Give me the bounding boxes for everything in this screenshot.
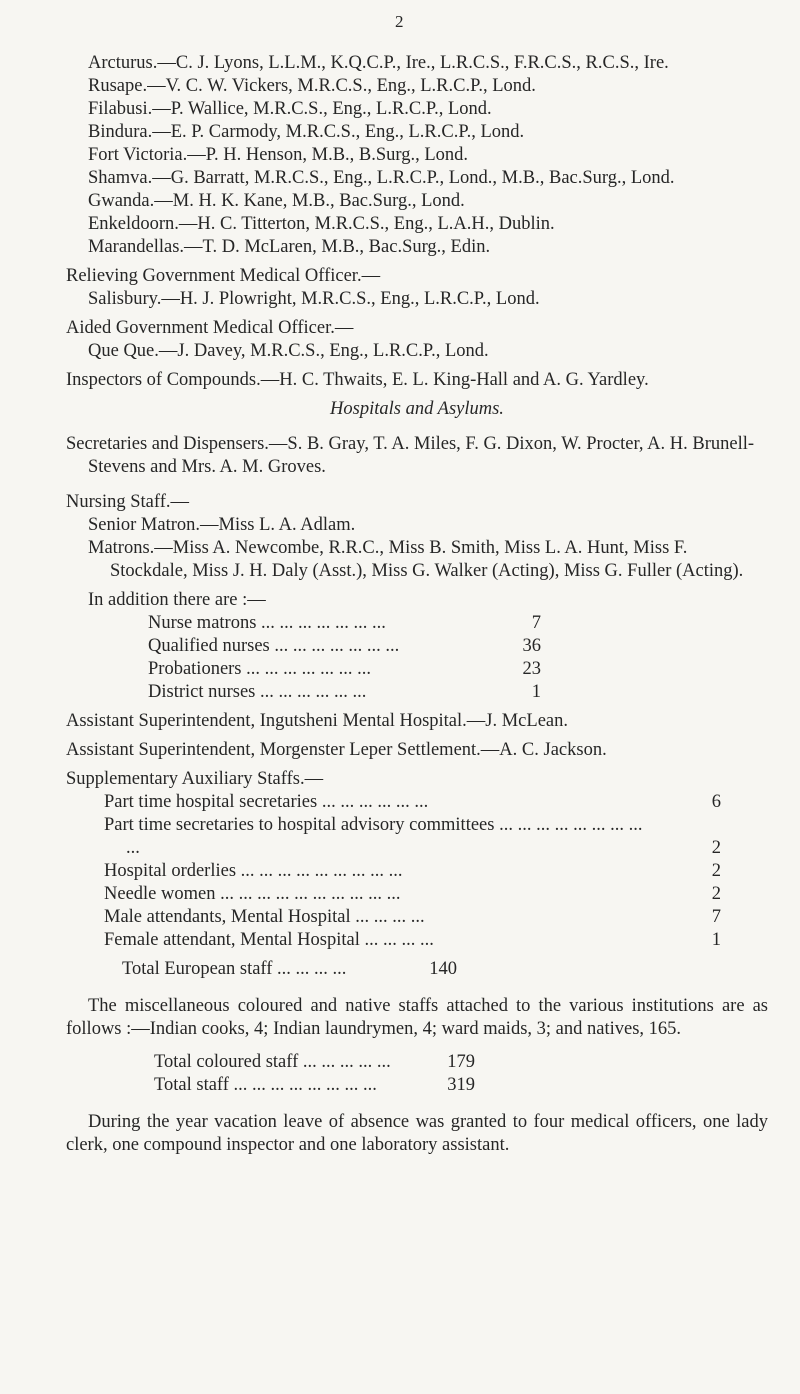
- relieving-entry: Salisbury.—H. J. Plowright, M.R.C.S., Eng., L.R.C.P., Lond.: [88, 289, 540, 309]
- count-row: Nurse matrons ... ... ... ... ... ... ... 7: [148, 613, 541, 633]
- section-heading-hospitals: Hospitals and Asylums.: [330, 399, 504, 419]
- count-row: Qualified nurses ... ... ... ... ... ... ... 36: [148, 636, 541, 656]
- auxiliary-row: Hospital orderlies ... ... ... ... ... ... ... ... ... 2: [104, 861, 721, 881]
- inspectors-entry: Inspectors of Compounds.—H. C. Thwaits, E. L. King-Hall and A. G. Yardley.: [66, 370, 649, 390]
- officer-entry: Marandellas.—T. D. McLaren, M.B., Bac.Surg., Edin.: [88, 237, 491, 257]
- relieving-heading: Relieving Government Medical Officer.—: [66, 266, 381, 286]
- nursing-heading: Nursing Staff.—: [66, 492, 189, 512]
- asst-morgenster: Assistant Superintendent, Morgenster Leper Settlement.—A. C. Jackson.: [66, 740, 607, 760]
- coloured-staff-paragraph: The miscellaneous coloured and native staffs attached to the various institutions are as follows :—Indian cooks, 4; Indian laundrymen, 4; ward maids, 3; and natives, 165.: [66, 996, 768, 1039]
- officer-entry: Rusape.—V. C. W. Vickers, M.R.C.S., Eng., L.R.C.P., Lond.: [88, 76, 536, 96]
- auxiliary-row: Needle women ... ... ... ... ... ... ... ... ... ... 2: [104, 884, 721, 904]
- aided-entry: Que Que.—J. Davey, M.R.C.S., Eng., L.R.C.P., Lond.: [88, 341, 489, 361]
- auxiliary-row: Female attendant, Mental Hospital ... ... ... ... 1: [104, 930, 721, 950]
- nursing-counts: [88, 612, 541, 704]
- total-european-row: Total European staff ... ... ... ... 140: [122, 959, 457, 979]
- aided-heading: Aided Government Medical Officer.—: [66, 318, 354, 338]
- officer-entry: Bindura.—E. P. Carmody, M.R.C.S., Eng., L.R.C.P., Lond.: [88, 122, 525, 142]
- officer-entry: Enkeldoorn.—H. C. Titterton, M.R.C.S., Eng., L.A.H., Dublin.: [88, 214, 555, 234]
- officer-entry: Fort Victoria.—P. H. Henson, M.B., B.Surg., Lond.: [88, 145, 469, 165]
- total-staff-row: Total staff ... ... ... ... ... ... ... ... 319: [154, 1075, 475, 1095]
- totals: [66, 1051, 475, 1097]
- auxiliary-row: Male attendants, Mental Hospital ... ... ... ... 7: [104, 907, 721, 927]
- auxiliary-row: Part time secretaries to hospital advisory committees ... ... ... ... ... ... ... ... ... 2: [104, 815, 721, 858]
- officer-entry: Arcturus.—C. J. Lyons, L.L.M., K.Q.C.P., Ire., L.R.C.S., F.R.C.S., R.C.S., Ire.: [88, 53, 669, 73]
- officer-entry: Filabusi.—P. Wallice, M.R.C.S., Eng., L.R.C.P., Lond.: [88, 99, 492, 119]
- count-row: District nurses ... ... ... ... ... ... 1: [148, 682, 541, 702]
- officer-entry: Shamva.—G. Barratt, M.R.C.S., Eng., L.R.C.P., Lond., M.B., Bac.Surg., Lond.: [88, 168, 675, 188]
- matrons-entry: Matrons.—Miss A. Newcombe, R.R.C., Miss B. Smith, Miss L. A. Hunt, Miss F. Stockdale, Miss J. H. Daly (Asst.), Miss G. Walker (Acting), Miss G. Fuller (Acting).: [88, 538, 744, 581]
- addition-heading: In addition there are :—: [88, 590, 266, 610]
- count-row: Probationers ... ... ... ... ... ... ... 23: [148, 659, 541, 679]
- leave-paragraph: During the year vacation leave of absence was granted to four medical officers, one lady clerk, one compound inspector and one laboratory assistant.: [66, 1112, 768, 1155]
- auxiliary-row: Part time hospital secretaries ... ... ... ... ... ... 6: [104, 792, 721, 812]
- secretaries-entry: Secretaries and Dispensers.—S. B. Gray, T. A. Miles, F. G. Dixon, W. Procter, A. H. Brunell-Stevens and Mrs. A. M. Groves.: [66, 434, 755, 477]
- officer-entry: Gwanda.—M. H. K. Kane, M.B., Bac.Surg., Lond.: [88, 191, 465, 211]
- total-coloured-row: Total coloured staff ... ... ... ... ... 179: [154, 1052, 475, 1072]
- document-body: [66, 52, 768, 1157]
- auxiliary-heading: Supplementary Auxiliary Staffs.—: [66, 769, 324, 789]
- auxiliary-counts: [66, 791, 721, 981]
- senior-matron-entry: Senior Matron.—Miss L. A. Adlam.: [88, 515, 356, 535]
- asst-ingutsheni: Assistant Superintendent, Ingutsheni Mental Hospital.—J. McLean.: [66, 711, 568, 731]
- officers-list: [88, 52, 768, 259]
- page-number: 2: [395, 12, 404, 31]
